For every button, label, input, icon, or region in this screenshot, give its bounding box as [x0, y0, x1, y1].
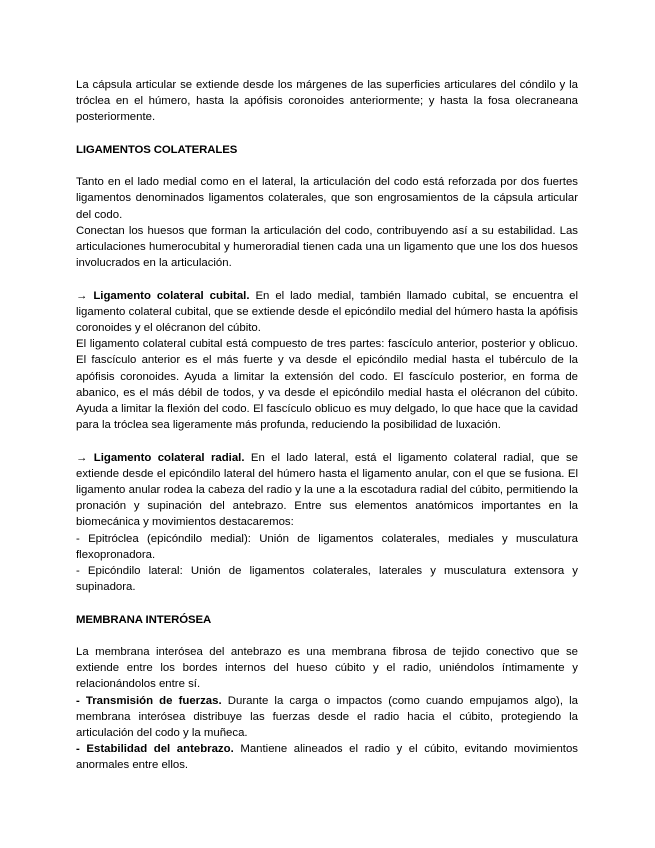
radial-item-2: - Epicóndilo lateral: Unión de ligamentos colaterales, laterales y musculatura extensora y supinadora. [76, 565, 578, 594]
colaterales-paragraph-1: Tanto en el lado medial como en el lateral, la articulación del codo está reforzada por dos fuertes ligamentos denominados ligamentos colaterales, que son engrosamientos de la cápsula articular del codo. [76, 176, 578, 221]
membrana-item-2 [76, 741, 578, 773]
membrana-paragraph-1: La membrana interósea del antebrazo es una membrana fibrosa de tejido conectivo que se extiende entre los bordes internos del hueso cúbito y el radio, uniéndolos íntimamente y relacionándolos entre sí. [76, 646, 578, 691]
radial-paragraph [76, 450, 578, 531]
cubital-text: En el lado medial, también llamado cubital, se encuentra el ligamento colateral cubital, que se extiende desde el epicóndilo medial del húmero hasta la apófisis coronoides y el olécranon del cúbito. [76, 289, 578, 334]
membrana-item-1-text: Durante la carga o impactos (como cuando empujamos algo), la membrana interósea distribuye las fuerzas desde el radio hacia el cúbito, protegiendo la articulación del codo y la muñeca. [76, 694, 579, 740]
cubital-paragraph-2: El ligamento colateral cubital está compuesto de tres partes: fascículo anterior, posterior y oblicuo. El fascículo anterior es el más fuerte y va desde el epicóndilo medial hasta el tubérculo de la apófisis coronoides. Ayuda a limitar la extensión del codo. El fascículo posterior, en forma de abanico, es el más débil de todos, y va desde el epicóndilo medial hasta el olécranon del cúbito. Ayuda a limitar la flexión del codo. El fascículo oblicuo es muy delgado, lo que hace que la cavidad para la tróclea sea ligeramente más profunda, reduciendo la posibilidad de luxación. [76, 338, 578, 432]
document-page [76, 77, 578, 774]
radial-item-1: - Epitróclea (epicóndilo medial): Unión de ligamentos colaterales, mediales y musculatura flexopronadora. [76, 532, 578, 561]
cubital-paragraph [76, 288, 578, 337]
membrana-item-1-lead: - Transmisión de fuerzas. [76, 694, 222, 707]
radial-lead: → Ligamento colateral radial. [76, 451, 245, 464]
heading-membrana-interosea: MEMBRANA INTERÓSEA [76, 613, 212, 626]
colaterales-paragraph-2: Conectan los huesos que forman la articulación del codo, contribuyendo así a su estabilidad. Las articulaciones humerocubital y humeroradial tienen cada una un ligamento que une los dos huesos involucrados en la articulación. [76, 224, 578, 270]
cubital-lead: → Ligamento colateral cubital. [76, 289, 250, 302]
membrana-item-2-lead: - Estabilidad del antebrazo. [76, 743, 234, 756]
membrana-item-1 [76, 693, 578, 742]
intro-paragraph: La cápsula articular se extiende desde los márgenes de las superficies articulares del cóndilo y la tróclea en el húmero, hasta la apófisis coronoides anteriormente; y hasta la fosa olecraneana posteriormente. [76, 79, 578, 124]
radial-text: En el lado lateral, está el ligamento colateral radial, que se extiende desde el epicóndilo lateral del húmero hasta el ligamento anular, con el que se fusiona. El ligamento anular rodea la cabeza del radio y la une a la escotadura radial del cúbito, permitiendo la pronación y supinación del antebrazo. Entre sus elementos anatómicos importantes en la biomecánica y movimientos destacaremos: [76, 451, 578, 529]
membrana-item-2-text: Mantiene alineados el radio y el cúbito, evitando movimientos anormales entre ellos. [76, 743, 578, 772]
heading-ligamentos-colaterales: LIGAMENTOS COLATERALES [76, 143, 238, 156]
